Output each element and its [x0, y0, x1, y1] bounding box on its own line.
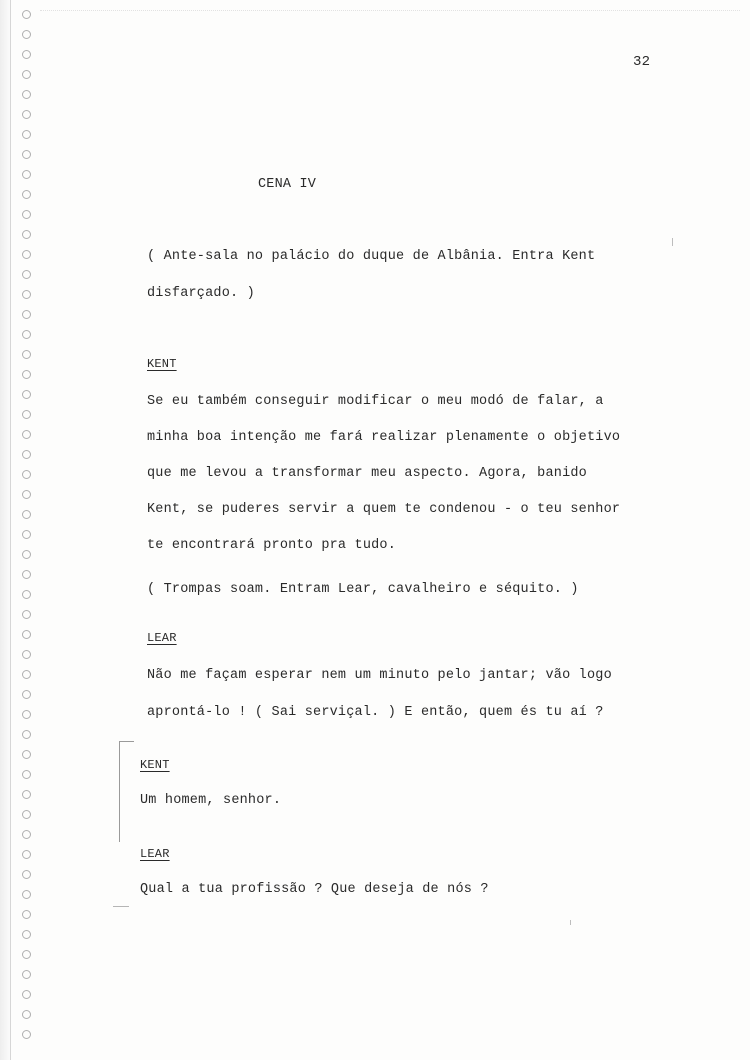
dialogue-line: Não me façam esperar nem um minuto pelo jantar; vão logo: [147, 668, 612, 683]
binder-hole-icon: [22, 910, 31, 919]
binder-hole-icon: [22, 870, 31, 879]
dialogue-line: aprontá-lo ! ( Sai serviçal. ) E então, quem és tu aí ?: [147, 705, 604, 720]
binder-hole-icon: [22, 90, 31, 99]
scan-artifact: [40, 10, 740, 11]
dialogue-line: te encontrará pronto pra tudo.: [147, 538, 397, 553]
binder-hole-icon: [22, 470, 31, 479]
binder-hole-icon: [22, 830, 31, 839]
speaker-kent: KENT: [140, 758, 170, 772]
binder-hole-icon: [22, 1010, 31, 1019]
binder-hole-icon: [22, 450, 31, 459]
stage-direction-line: ( Trompas soam. Entram Lear, cavalheiro e séquito. ): [147, 582, 579, 597]
binder-hole-icon: [22, 670, 31, 679]
binder-holes: [22, 0, 36, 1060]
binder-hole-icon: [22, 990, 31, 999]
binder-hole-icon: [22, 610, 31, 619]
binder-hole-icon: [22, 330, 31, 339]
binder-hole-icon: [22, 650, 31, 659]
binder-hole-icon: [22, 790, 31, 799]
binder-hole-icon: [22, 710, 31, 719]
binder-hole-icon: [22, 30, 31, 39]
speaker-kent: KENT: [147, 357, 177, 371]
binder-hole-icon: [22, 570, 31, 579]
binder-hole-icon: [22, 370, 31, 379]
binder-hole-icon: [22, 150, 31, 159]
binder-hole-icon: [22, 850, 31, 859]
pencil-mark: [570, 920, 571, 925]
binder-hole-icon: [22, 510, 31, 519]
margin-bracket-mark: [119, 741, 134, 842]
dialogue-line: Se eu também conseguir modificar o meu modó de falar, a: [147, 394, 604, 409]
binder-hole-icon: [22, 270, 31, 279]
binder-hole-icon: [22, 110, 31, 119]
stage-direction-line: disfarçado. ): [147, 286, 255, 301]
binding-edge: [0, 0, 11, 1060]
dialogue-line: Qual a tua profissão ? Que deseja de nós ?: [140, 882, 489, 897]
binder-hole-icon: [22, 690, 31, 699]
binder-hole-icon: [22, 210, 31, 219]
binder-hole-icon: [22, 390, 31, 399]
binder-hole-icon: [22, 530, 31, 539]
binder-hole-icon: [22, 550, 31, 559]
binder-hole-icon: [22, 350, 31, 359]
scene-title: CENA IV: [258, 177, 317, 192]
stage-direction-line: ( Ante-sala no palácio do duque de Albânia. Entra Kent: [147, 249, 596, 264]
pencil-mark: [672, 238, 673, 246]
binder-hole-icon: [22, 190, 31, 199]
dialogue-line: Um homem, senhor.: [140, 793, 282, 808]
binder-hole-icon: [22, 730, 31, 739]
speaker-lear: LEAR: [147, 631, 177, 645]
binder-hole-icon: [22, 490, 31, 499]
dialogue-line: minha boa intenção me fará realizar plenamente o objetivo: [147, 430, 621, 445]
dialogue-line: Kent, se puderes servir a quem te condenou - o teu senhor: [147, 502, 621, 517]
dialogue-line: que me levou a transformar meu aspecto. Agora, banido: [147, 466, 587, 481]
pencil-mark: [113, 906, 129, 907]
binder-hole-icon: [22, 430, 31, 439]
binder-hole-icon: [22, 250, 31, 259]
binder-hole-icon: [22, 170, 31, 179]
binder-hole-icon: [22, 410, 31, 419]
speaker-lear: LEAR: [140, 847, 170, 861]
binder-hole-icon: [22, 290, 31, 299]
binder-hole-icon: [22, 1030, 31, 1039]
binder-hole-icon: [22, 810, 31, 819]
binder-hole-icon: [22, 10, 31, 19]
binder-hole-icon: [22, 70, 31, 79]
binder-hole-icon: [22, 970, 31, 979]
binder-hole-icon: [22, 930, 31, 939]
binder-hole-icon: [22, 590, 31, 599]
page-number: 32: [633, 54, 651, 70]
binder-hole-icon: [22, 50, 31, 59]
binder-hole-icon: [22, 130, 31, 139]
binder-hole-icon: [22, 750, 31, 759]
binder-hole-icon: [22, 630, 31, 639]
binder-hole-icon: [22, 230, 31, 239]
binder-hole-icon: [22, 890, 31, 899]
binder-hole-icon: [22, 310, 31, 319]
binder-hole-icon: [22, 770, 31, 779]
binder-hole-icon: [22, 950, 31, 959]
